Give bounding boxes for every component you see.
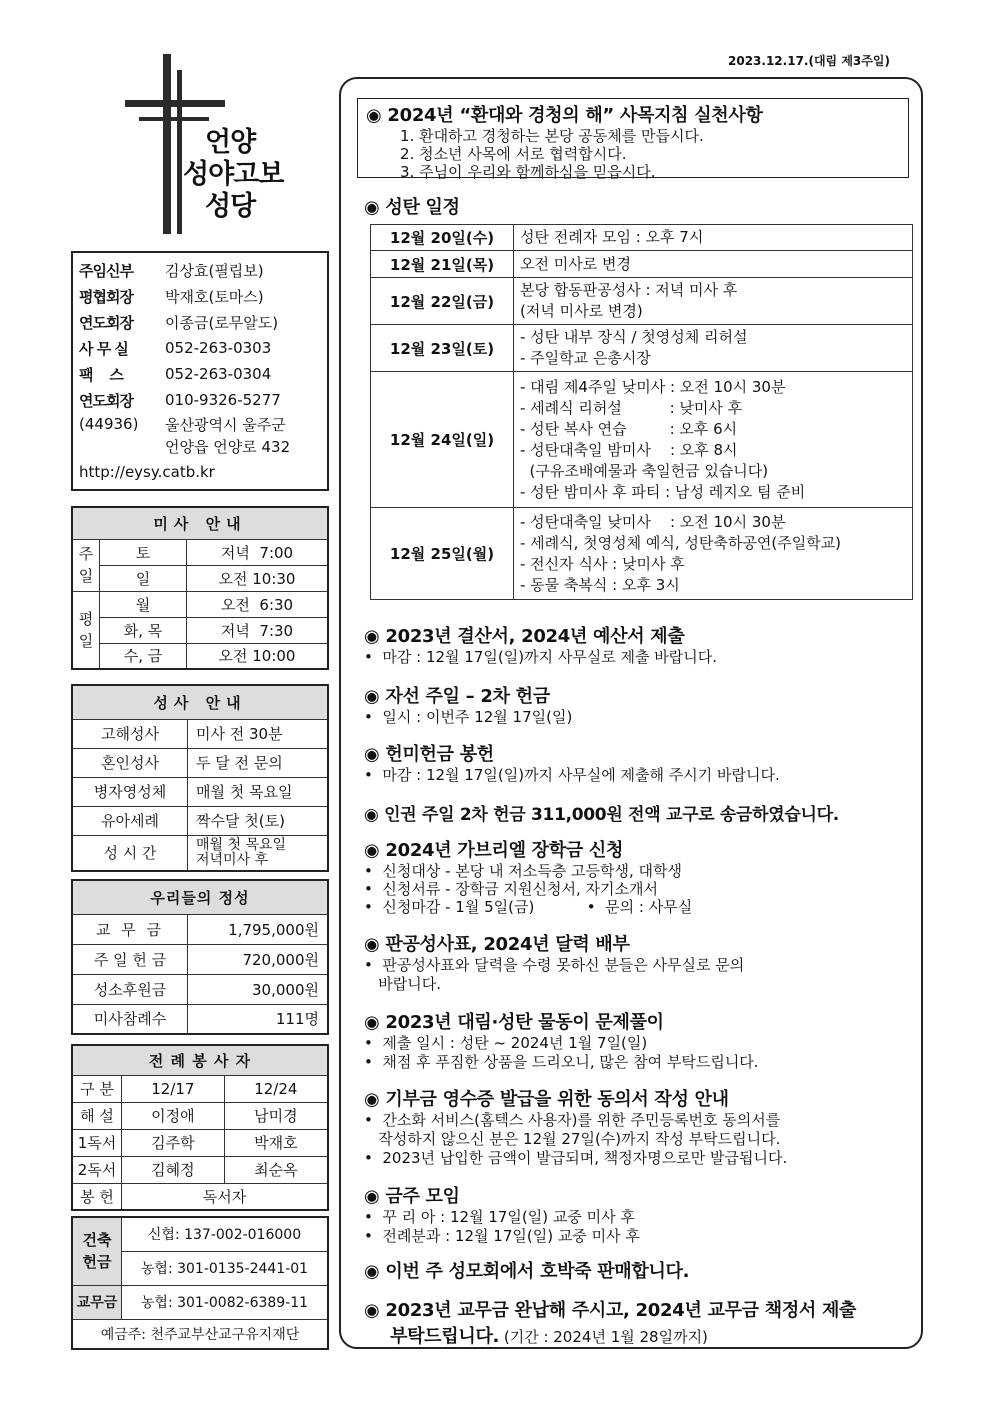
servers-role: 2독서	[72, 1156, 122, 1183]
christmas-schedule-title: ◉ 성탄 일정	[364, 197, 460, 218]
schedule-line: - 성탄 내부 장식 / 첫영성체 리허설	[520, 328, 748, 346]
notice-budget	[364, 622, 717, 667]
schedule-line: - 전신자 식사 : 낮미사 후	[520, 554, 685, 573]
motto-title: ◉ 2024년 “환대와 경청의 해” 사목지침 실천사항	[366, 105, 763, 126]
notice-line: • 꾸 리 아 : 12월 17일(일) 교중 미사 후	[364, 1208, 635, 1226]
schedule-content	[514, 325, 913, 372]
notice-line: • 2023년 납입한 금액이 발급되며, 책정자명으로만 발급됩니다.	[364, 1149, 788, 1167]
notice-title-cont: 부탁드립니다.	[390, 1326, 500, 1347]
schedule-date: 12월 25일(월)	[371, 508, 514, 600]
sacrament-name: 고해성사	[72, 719, 188, 748]
server-name: 최순옥	[224, 1156, 328, 1183]
schedule-line: - 동물 축복식 : 오후 3시	[520, 575, 680, 594]
schedule-line: - 성탄 복사 연습 : 오후 6시	[520, 419, 738, 438]
sacrament-info-line1: 매월 첫 목요일	[196, 836, 287, 853]
mass-time: 저녁 7:00	[187, 539, 329, 565]
sacrament-name: 병자영성체	[72, 777, 188, 806]
group-sunday: 주 일	[72, 539, 100, 591]
sacrament-info-line2: 저녁미사 후	[196, 851, 269, 868]
notice-title: ◉ 판공성사표, 2024년 달력 배부	[364, 934, 630, 955]
offering-table-title: 우리들의 정성	[72, 880, 328, 914]
building-fund-label: 건축 헌금	[72, 1217, 122, 1285]
schedule-line: 본당 합동판공성사 : 저녁 미사 후	[520, 281, 738, 299]
offering-table	[71, 879, 329, 1035]
info-value: 052-263-0304	[165, 365, 272, 383]
notice-line: • 마감 : 12월 17일(일)까지 사무실에 제출해 주시기 바랍니다.	[364, 766, 780, 784]
sacrament-info: 미사 전 30분	[188, 719, 329, 748]
notice-calendar	[364, 930, 744, 994]
servers-table-title: 전 례 봉 사 자	[72, 1045, 328, 1075]
notice-title: ◉ 기부금 영수증 발급을 위한 동의서 작성 안내	[364, 1089, 729, 1110]
notice-line: 바랍니다.	[364, 975, 442, 993]
schedule-content	[514, 278, 913, 325]
offering-amount: 720,000원	[188, 944, 329, 974]
schedule-line: - 성탄대축일 밤미사 : 오후 8시	[520, 440, 738, 459]
notice-line: 작성하지 않으신 분은 12월 27일(수)까지 작성 부탁드립니다.	[364, 1130, 781, 1148]
parish-name-line2: 성야고보	[183, 159, 284, 190]
sacrament-table-title: 성사 안내	[72, 685, 328, 719]
notice-line: • 판공성사표와 달력을 수령 못하신 분들은 사무실로 문의	[364, 956, 745, 974]
mass-day: 화, 목	[100, 617, 187, 643]
info-value: 박재호(토마스)	[165, 287, 264, 306]
mass-day: 토	[100, 539, 187, 565]
schedule-line: - 세례식, 첫영성체 예식, 성탄축하공연(주일학교)	[520, 533, 842, 552]
offering-amount: 30,000원	[188, 974, 329, 1004]
bank-accounts-table	[71, 1216, 329, 1350]
notice-line: • 신청서류 - 장학금 지원신청서, 자기소개서	[364, 880, 658, 898]
group-weekday: 평 일	[72, 591, 100, 669]
offering-label: 교 무 금	[72, 914, 188, 944]
notice-scholarship	[364, 836, 692, 916]
info-value: 김상효(필립보)	[165, 261, 264, 280]
schedule-line: (구유조배예물과 축일헌금 있습니다)	[520, 461, 769, 480]
servers-role: 봉 헌	[72, 1183, 122, 1210]
notice-meetings	[364, 1182, 640, 1246]
mass-time: 저녁 7:30	[187, 617, 329, 643]
servers-role: 1독서	[72, 1129, 122, 1156]
info-key: 평협회장	[79, 287, 133, 306]
servers-role: 해 설	[72, 1102, 122, 1129]
notice-note: (기간 : 2024년 1월 28일까지)	[499, 1328, 708, 1346]
schedule-line: - 성탄 밤미사 후 파티 : 남성 레지오 팀 준비	[520, 482, 806, 501]
mass-table-title: 미사 안내	[72, 507, 328, 539]
offering-amount: 1,795,000원	[188, 914, 329, 944]
cross-logo-horizontal	[125, 100, 225, 107]
notice-title: ◉ 2023년 결산서, 2024년 예산서 제출	[364, 626, 685, 647]
notice-title: ◉ 자선 주일 – 2차 헌금	[364, 686, 550, 707]
schedule-content	[514, 508, 913, 600]
cross-logo-horizontal-2	[139, 117, 209, 121]
notice-line: • 제출 일시 : 성탄 ~ 2024년 1월 7일(일)	[364, 1034, 648, 1052]
sacrament-info: 매월 첫 목요일	[188, 777, 329, 806]
mass-day: 수, 금	[100, 643, 187, 669]
schedule-line: 성탄 전례자 모임 : 오후 7시	[520, 228, 704, 246]
info-key: 사 무 실	[79, 339, 128, 358]
address-line1: 울산광역시 울주군	[165, 415, 286, 434]
mass-time: 오전 10:30	[187, 565, 329, 591]
offering-label: 주 일 헌 금	[72, 944, 188, 974]
dues-account: 농협: 301-0082-6389-11	[122, 1285, 329, 1319]
server-name: 독서자	[122, 1183, 329, 1210]
sacrament-info: 짝수달 첫(토)	[188, 806, 329, 835]
servers-date-1: 12/17	[122, 1075, 225, 1102]
notice-line: • 마감 : 12월 17일(일)까지 사무실로 제출 바랍니다.	[364, 648, 718, 666]
mass-time: 오전 6:30	[187, 591, 329, 617]
address-line2: 언양읍 언양로 432	[165, 437, 291, 456]
schedule-content	[514, 251, 913, 278]
notice-line: • 신청대상 - 본당 내 저소득층 고등학생, 대학생	[364, 862, 682, 880]
schedule-line: 오전 미사로 변경	[520, 254, 631, 273]
notice-title: ◉ 금주 모임	[364, 1186, 460, 1207]
cross-logo-vertical	[163, 54, 171, 234]
notice-title: ◉ 이번 주 성모회에서 호박죽 판매합니다.	[364, 1261, 690, 1282]
schedule-line: (저녁 미사로 변경)	[520, 302, 643, 320]
info-key: 주임신부	[79, 261, 133, 280]
notice-line: • 일시 : 이번주 12월 17일(일)	[364, 708, 573, 726]
sacrament-info	[188, 835, 329, 871]
mass-day: 일	[100, 565, 187, 591]
parish-name-line3: 성당	[205, 191, 256, 222]
cross-logo-vertical-2	[177, 70, 182, 234]
notice-dues	[364, 1296, 856, 1348]
sacrament-name: 성 시 간	[72, 835, 188, 871]
schedule-content	[514, 372, 913, 508]
sacrament-table	[71, 684, 329, 872]
notice-quiz	[364, 1008, 759, 1072]
server-name: 김주학	[122, 1129, 225, 1156]
mass-schedule-table	[71, 506, 329, 670]
notice-title: ◉ 헌미헌금 봉헌	[364, 744, 494, 765]
schedule-line: - 세례식 리허설 : 낮미사 후	[520, 398, 743, 417]
liturgy-servers-table	[71, 1044, 329, 1211]
notice-line: • 전례분과 : 12월 17일(일) 교중 미사 후	[364, 1227, 640, 1245]
motto-list	[366, 127, 900, 181]
schedule-line: - 대림 제4주일 낮미사 : 오전 10시 30분	[520, 377, 786, 396]
parish-info-box	[71, 251, 329, 491]
notice-donation-receipt	[364, 1085, 787, 1168]
info-key: 연도회장	[79, 313, 133, 332]
parish-name	[183, 127, 283, 223]
pastoral-motto-box	[357, 98, 909, 181]
notice-human-rights	[364, 800, 839, 825]
info-key: 팩 스	[79, 365, 123, 384]
schedule-date: 12월 24일(일)	[371, 372, 514, 508]
servers-date-2: 12/24	[224, 1075, 328, 1102]
sacrament-info: 두 달 전 문의	[188, 748, 329, 777]
building-account-2: 농협: 301-0135-2441-01	[122, 1251, 329, 1285]
schedule-content	[514, 225, 913, 251]
schedule-date: 12월 22일(금)	[371, 278, 514, 325]
parish-name-line1: 언양	[205, 127, 256, 158]
notice-title: ◉ 2023년 교무금 완납해 주시고, 2024년 교무금 책정서 제출	[364, 1300, 857, 1321]
notice-title: ◉ 인권 주일 2차 헌금 311,000원 전액 교구로 송금하였습니다.	[364, 805, 839, 825]
server-name: 남미경	[224, 1102, 328, 1129]
info-key: 연도회장	[79, 391, 133, 410]
mass-day: 월	[100, 591, 187, 617]
motto-item: 1. 환대하고 경청하는 본당 공동체를 만듭시다.	[400, 127, 704, 145]
offering-amount: 111명	[188, 1004, 329, 1034]
info-value: 이종금(로무알도)	[165, 313, 279, 332]
offering-label: 성소후원금	[72, 974, 188, 1004]
christmas-schedule-table	[370, 224, 913, 600]
schedule-line: - 주일학교 은총시장	[520, 349, 651, 367]
schedule-date: 12월 20일(수)	[371, 225, 514, 251]
schedule-line: - 성탄대축일 낮미사 : 오전 10시 30분	[520, 512, 786, 531]
notice-line: • 채점 후 푸짐한 상품을 드리오니, 많은 참여 부탁드립니다.	[364, 1053, 759, 1071]
server-name: 이정애	[122, 1102, 225, 1129]
server-name: 박재호	[224, 1129, 328, 1156]
notice-line: • 간소화 서비스(홈텍스 사용자)를 위한 주민등록번호 동의서를	[364, 1111, 781, 1129]
bulletin-date: 2023.12.17.(대림 제3주일)	[728, 54, 890, 68]
server-name: 김혜정	[122, 1156, 225, 1183]
servers-head-label: 구 분	[72, 1075, 122, 1102]
offering-label: 미사참례수	[72, 1004, 188, 1034]
mass-time: 오전 10:00	[187, 643, 329, 669]
notice-title: ◉ 2024년 가브리엘 장학금 신청	[364, 840, 624, 861]
notice-rice-offering	[364, 740, 780, 785]
building-account-1: 신협: 137-002-016000	[122, 1217, 329, 1251]
account-holder: 예금주: 천주교부산교구유지재단	[72, 1319, 328, 1349]
motto-item: 2. 청소년 사목에 서로 협력합시다.	[400, 145, 627, 163]
notice-line: • 신청마감 - 1월 5일(금) • 문의 : 사무실	[364, 898, 693, 916]
motto-item: 3. 주님이 우리와 함께하심을 믿읍시다.	[400, 163, 656, 181]
sacrament-name: 유아세례	[72, 806, 188, 835]
notice-title: ◉ 2023년 대림·성탄 물동이 문제풀이	[364, 1012, 664, 1033]
notice-charity	[364, 682, 572, 727]
dues-label: 교무금	[72, 1285, 122, 1319]
info-value: 052-263-0303	[165, 339, 272, 357]
zip-code: (44936)	[79, 415, 139, 433]
website-link[interactable]: http://eysy.catb.kr	[79, 463, 215, 481]
notice-dues-line2	[364, 1322, 856, 1348]
schedule-date: 12월 21일(목)	[371, 251, 514, 278]
notice-pumpkin-porridge	[364, 1257, 689, 1283]
schedule-date: 12월 23일(토)	[371, 325, 514, 372]
info-value: 010-9326-5277	[165, 391, 281, 409]
sacrament-name: 혼인성사	[72, 748, 188, 777]
